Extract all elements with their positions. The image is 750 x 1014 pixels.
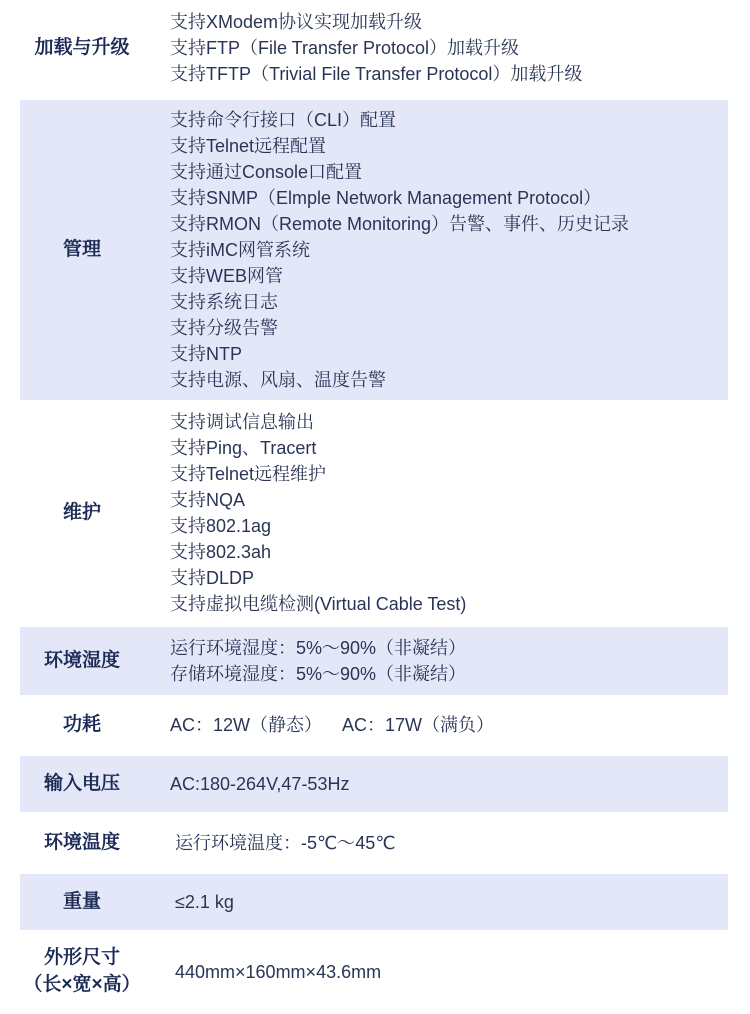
row-label-text: 外形尺寸 <box>43 947 120 969</box>
spec-value: 支持TFTP（Trivial File Transfer Protocol）加载升级 <box>170 64 583 84</box>
spec-value: AC：12W（静态） AC：17W（满负） <box>170 715 495 735</box>
spec-value: ≤2.1 kg <box>170 892 234 912</box>
spec-value: AC:180-264V,47-53Hz <box>170 774 350 794</box>
row-label <box>20 402 144 624</box>
spec-row-humidity <box>20 627 728 695</box>
spec-row-temperature <box>20 815 728 871</box>
spec-value: 支持FTP（File Transfer Protocol）加载升级 <box>170 38 520 58</box>
row-label-text: 维护 <box>62 501 101 523</box>
spec-value: 支持WEB网管 <box>170 266 284 286</box>
row-label <box>20 697 144 753</box>
row-label <box>20 100 144 400</box>
spec-value: 支持分级告警 <box>170 318 278 338</box>
row-values <box>170 0 728 96</box>
row-label <box>20 0 144 96</box>
row-values <box>170 100 728 400</box>
row-values <box>170 933 728 1011</box>
row-values <box>170 402 728 624</box>
row-values <box>170 874 728 930</box>
spec-row-maintenance <box>20 402 728 624</box>
spec-value: 支持系统日志 <box>170 292 278 312</box>
row-label <box>20 756 144 812</box>
spec-value: 支持802.3ah <box>170 542 272 562</box>
spec-row-dimensions <box>20 933 728 1011</box>
row-label-text: 管理 <box>62 238 101 260</box>
spec-value: 440mm×160mm×43.6mm <box>170 962 382 982</box>
spec-value: 支持Ping、Tracert <box>170 438 317 458</box>
row-label <box>20 933 144 1011</box>
spec-row-load-upgrade <box>20 0 728 96</box>
row-label-text: 环境温度 <box>43 831 120 853</box>
spec-value: 支持802.1ag <box>170 516 272 536</box>
row-values <box>170 815 728 871</box>
row-values <box>170 627 728 695</box>
spec-value: 支持Telnet远程维护 <box>170 464 327 484</box>
spec-value: 支持Telnet远程配置 <box>170 136 327 156</box>
row-label-text: 重量 <box>62 890 101 912</box>
spec-value: 支持iMC网管系统 <box>170 240 310 260</box>
spec-value: 支持虚拟电缆检测(Virtual Cable Test) <box>170 594 467 614</box>
spec-value: 存储环境湿度：5%～90%（非凝结） <box>170 664 467 684</box>
spec-value: 支持DLDP <box>170 568 255 588</box>
row-label <box>20 627 144 695</box>
spec-value: 支持NTP <box>170 344 242 364</box>
row-label <box>20 874 144 930</box>
spec-value: 运行环境温度：-5℃～45℃ <box>170 833 396 853</box>
spec-value: 支持命令行接口（CLI）配置 <box>170 110 397 130</box>
spec-value: 运行环境湿度：5%～90%（非凝结） <box>170 638 467 658</box>
row-label <box>20 815 144 871</box>
spec-value: 支持XModem协议实现加载升级 <box>170 12 423 32</box>
spec-row-power-consumption <box>20 697 728 753</box>
spec-value: 支持NQA <box>170 490 246 510</box>
spec-row-management <box>20 100 728 400</box>
spec-value: 支持SNMP（Elmple Network Management Protocol） <box>170 188 602 208</box>
spec-value: 支持调试信息输出 <box>170 412 314 432</box>
spec-value: 支持电源、风扇、温度告警 <box>170 370 386 390</box>
spec-value: 支持通过Console口配置 <box>170 162 363 182</box>
row-label-text: 加载与升级 <box>34 36 130 58</box>
row-label-text: （长×宽×高） <box>23 974 141 995</box>
spec-value: 支持RMON（Remote Monitoring）告警、事件、历史记录 <box>170 214 630 234</box>
row-label-text: 功耗 <box>62 713 101 735</box>
spec-row-input-voltage <box>20 756 728 812</box>
row-values <box>170 756 728 812</box>
row-label-text: 环境湿度 <box>43 649 120 671</box>
spec-row-weight <box>20 874 728 930</box>
row-values <box>170 697 728 753</box>
row-label-text: 输入电压 <box>43 772 120 794</box>
